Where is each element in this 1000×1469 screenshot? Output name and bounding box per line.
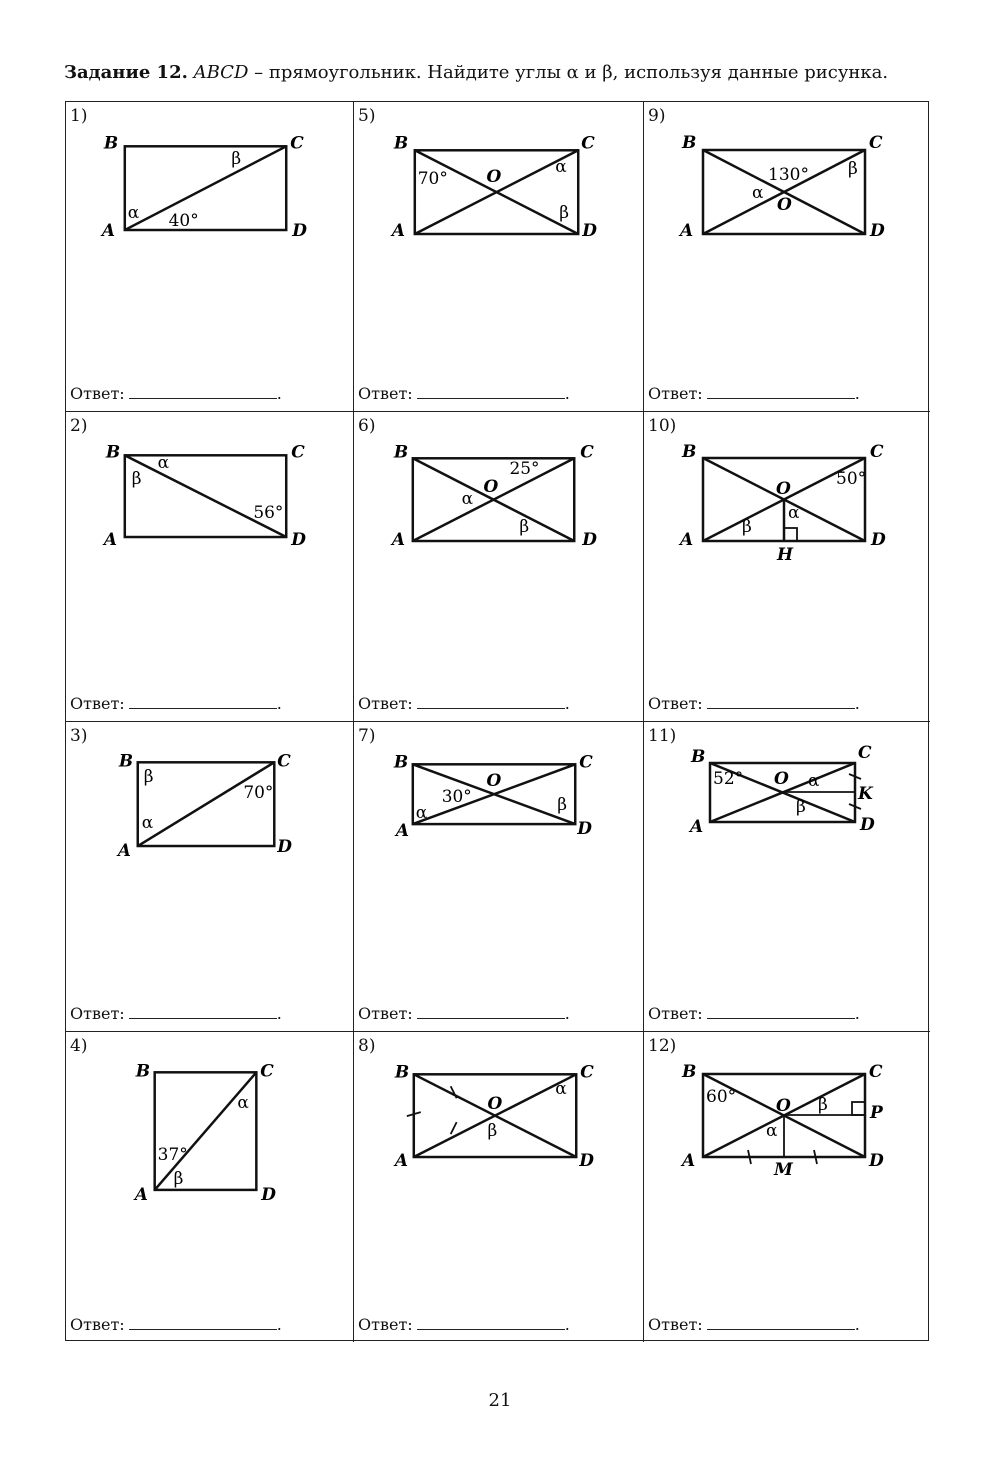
label-a: A — [134, 1183, 148, 1204]
problem-number: 6) — [358, 416, 376, 436]
label-d: D — [871, 530, 886, 550]
label-beta: β — [818, 1095, 828, 1115]
problem-3 — [66, 722, 354, 1032]
answer-end: . — [854, 694, 860, 713]
answer-end: . — [854, 1004, 860, 1023]
answer-end: . — [276, 384, 282, 403]
label-a: A — [395, 820, 410, 841]
label-alpha: α — [808, 771, 820, 791]
label-a: A — [391, 528, 406, 549]
label-b: B — [393, 441, 409, 462]
label-angle: 30° — [441, 786, 472, 807]
label-alpha: α — [461, 488, 474, 509]
label-b: B — [118, 750, 134, 771]
label-a: A — [680, 221, 694, 241]
label-a: A — [391, 219, 406, 240]
figure-6 — [354, 412, 643, 672]
answer-field — [358, 384, 570, 403]
problem-number: 5) — [358, 106, 376, 126]
label-p: P — [870, 1103, 883, 1123]
figure-4 — [66, 1032, 353, 1292]
answer-line[interactable] — [417, 384, 565, 399]
answer-line[interactable] — [129, 694, 277, 709]
answer-label: Ответ: — [70, 694, 125, 713]
answer-end: . — [564, 694, 570, 713]
label-alpha: α — [752, 183, 764, 203]
problem-number: 4) — [70, 1036, 88, 1056]
label-b: B — [393, 751, 409, 772]
answer-label: Ответ: — [648, 694, 703, 713]
problem-number: 7) — [358, 726, 376, 746]
answer-label: Ответ: — [358, 694, 413, 713]
label-c: C — [291, 441, 305, 462]
label-b: B — [135, 1060, 151, 1081]
label-b: B — [393, 132, 409, 153]
label-k: K — [858, 784, 873, 804]
label-c: C — [580, 441, 594, 462]
label-beta: β — [143, 766, 154, 787]
label-a: A — [682, 1151, 696, 1171]
answer-line[interactable] — [417, 1004, 565, 1019]
problem-9 — [644, 102, 930, 412]
label-d: D — [582, 528, 597, 549]
answer-field — [358, 1315, 570, 1334]
label-a: A — [680, 530, 694, 550]
figure-2 — [66, 412, 353, 672]
label-c: C — [581, 132, 595, 153]
label-d: D — [869, 1151, 884, 1171]
problem-6 — [354, 412, 644, 722]
label-h: H — [777, 545, 794, 565]
problem-number: 10) — [648, 416, 677, 436]
label-d: D — [870, 221, 885, 241]
label-a: A — [394, 1149, 409, 1170]
label-angle: 70° — [243, 782, 274, 803]
label-alpha: α — [237, 1092, 249, 1113]
page-number: 21 — [488, 1390, 512, 1411]
answer-line[interactable] — [707, 1004, 855, 1019]
label-a: A — [103, 528, 118, 549]
label-angle: 40° — [168, 210, 199, 231]
answer-end: . — [276, 1004, 282, 1023]
figure-10 — [644, 412, 930, 672]
label-o: O — [777, 195, 792, 215]
label-d: D — [579, 1149, 594, 1170]
label-alpha: α — [157, 452, 170, 473]
label-a: A — [117, 839, 131, 860]
label-c: C — [869, 1062, 883, 1082]
label-o: O — [776, 1096, 791, 1116]
label-b: B — [394, 1061, 410, 1082]
answer-label: Ответ: — [70, 1004, 125, 1023]
label-c: C — [870, 442, 884, 462]
label-d: D — [582, 219, 597, 240]
answer-end: . — [564, 1004, 570, 1023]
answer-end: . — [276, 694, 282, 713]
label-angle: 37° — [157, 1144, 188, 1165]
problem-2 — [66, 412, 354, 722]
figure-name: ABCD — [193, 62, 249, 83]
label-angle: 60° — [706, 1087, 737, 1107]
answer-line[interactable] — [417, 694, 565, 709]
task-number: Задание 12. — [64, 62, 188, 83]
label-alpha: α — [555, 1078, 567, 1099]
label-d: D — [577, 818, 592, 839]
label-a: A — [101, 219, 116, 240]
label-o: O — [483, 476, 499, 497]
problem-number: 12) — [648, 1036, 677, 1056]
label-d: D — [292, 219, 307, 240]
answer-label: Ответ: — [70, 1315, 125, 1334]
label-c: C — [869, 133, 883, 153]
label-alpha: α — [788, 503, 800, 523]
answer-end: . — [854, 384, 860, 403]
label-b: B — [682, 1062, 697, 1082]
label-c: C — [858, 743, 872, 763]
answer-field — [358, 694, 570, 713]
answer-line[interactable] — [417, 1315, 565, 1330]
label-beta: β — [173, 1167, 184, 1188]
label-d: D — [860, 815, 875, 835]
answer-label: Ответ: — [70, 384, 125, 403]
label-b: B — [105, 441, 121, 462]
problems-grid — [65, 101, 929, 1341]
problem-1 — [66, 102, 354, 412]
label-angle: 56° — [253, 502, 284, 523]
label-beta: β — [487, 1120, 498, 1141]
problem-12 — [644, 1032, 930, 1342]
problem-5 — [354, 102, 644, 412]
label-a: A — [690, 817, 704, 837]
problem-11 — [644, 722, 930, 1032]
problem-number: 9) — [648, 106, 666, 126]
label-d: D — [277, 836, 292, 856]
label-beta: β — [796, 797, 806, 817]
label-angle: 52° — [713, 769, 744, 789]
label-angle: 50° — [836, 469, 867, 489]
label-beta: β — [231, 148, 242, 169]
label-o: O — [774, 769, 789, 789]
label-alpha: α — [141, 812, 154, 833]
answer-end: . — [564, 1315, 570, 1334]
label-b: B — [682, 133, 697, 153]
figure-1 — [66, 102, 353, 362]
label-c: C — [579, 751, 593, 772]
answer-field — [648, 1004, 860, 1023]
answer-field — [648, 384, 860, 403]
answer-field — [70, 694, 282, 713]
problem-number: 1) — [70, 106, 88, 126]
problem-8 — [354, 1032, 644, 1342]
label-alpha: α — [766, 1121, 778, 1141]
answer-label: Ответ: — [648, 1004, 703, 1023]
task-title — [64, 60, 964, 86]
problem-number: 3) — [70, 726, 88, 746]
answer-field — [70, 1004, 282, 1023]
answer-line[interactable] — [707, 1315, 855, 1330]
label-o: O — [776, 479, 791, 499]
label-beta: β — [742, 517, 752, 537]
answer-line[interactable] — [129, 1004, 277, 1019]
answer-field — [648, 1315, 860, 1334]
label-angle: 25° — [509, 458, 540, 479]
answer-end: . — [276, 1315, 282, 1334]
answer-field — [358, 1004, 570, 1023]
label-o: O — [486, 770, 502, 791]
label-m: M — [774, 1160, 793, 1180]
label-alpha: α — [555, 156, 567, 177]
figure-11 — [644, 722, 930, 982]
label-beta: β — [131, 468, 142, 489]
label-o: O — [486, 166, 502, 187]
figure-12 — [644, 1032, 930, 1292]
label-c: C — [290, 132, 304, 153]
figure-8 — [354, 1032, 643, 1292]
answer-line[interactable] — [707, 694, 855, 709]
label-angle: 130° — [768, 165, 809, 185]
label-b: B — [691, 747, 706, 767]
label-beta: β — [559, 202, 570, 223]
answer-line[interactable] — [129, 384, 277, 399]
answer-field — [648, 694, 860, 713]
label-alpha: α — [415, 802, 428, 823]
label-alpha: α — [127, 202, 140, 223]
label-b: B — [103, 132, 119, 153]
answer-label: Ответ: — [358, 1315, 413, 1334]
answer-label: Ответ: — [358, 384, 413, 403]
answer-label: Ответ: — [358, 1004, 413, 1023]
label-d: D — [261, 1183, 277, 1204]
answer-line[interactable] — [129, 1315, 277, 1330]
answer-line[interactable] — [707, 384, 855, 399]
figure-5 — [354, 102, 643, 362]
answer-end: . — [564, 384, 570, 403]
label-c: C — [277, 750, 291, 771]
label-beta: β — [557, 794, 568, 815]
problem-7 — [354, 722, 644, 1032]
problem-4 — [66, 1032, 354, 1342]
figure-3 — [66, 722, 353, 982]
figure-7 — [354, 722, 643, 982]
label-beta: β — [519, 516, 530, 537]
label-c: C — [580, 1061, 594, 1082]
figure-9 — [644, 102, 930, 362]
label-c: C — [260, 1060, 274, 1081]
label-angle: 70° — [417, 168, 448, 189]
task-text: – прямоугольник. Найдите углы α и β, используя данные рисунка. — [248, 62, 889, 83]
problem-number: 11) — [648, 726, 677, 746]
problem-10 — [644, 412, 930, 722]
problem-number: 2) — [70, 416, 88, 436]
answer-field — [70, 1315, 282, 1334]
problem-number: 8) — [358, 1036, 376, 1056]
answer-label: Ответ: — [648, 384, 703, 403]
label-d: D — [291, 528, 306, 549]
label-beta: β — [848, 159, 858, 179]
answer-label: Ответ: — [648, 1315, 703, 1334]
answer-end: . — [854, 1315, 860, 1334]
label-o: O — [487, 1093, 503, 1114]
answer-field — [70, 384, 282, 403]
label-b: B — [682, 442, 697, 462]
